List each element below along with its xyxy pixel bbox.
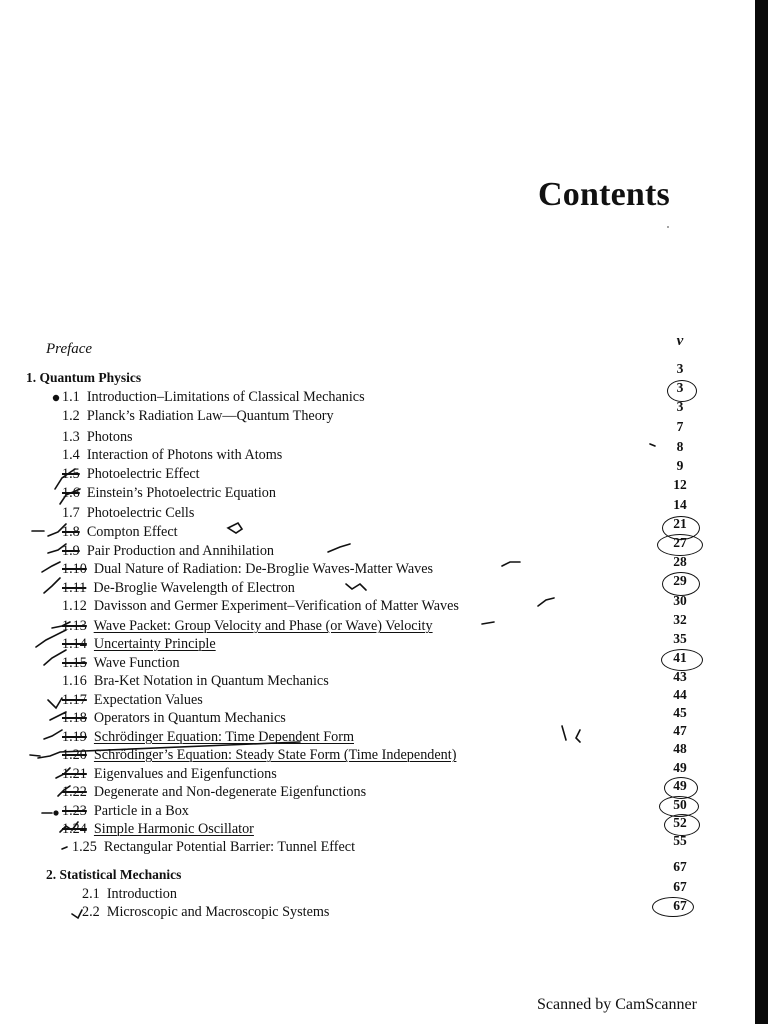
section-title: Planck’s Radiation Law—Quantum Theory bbox=[86, 408, 334, 424]
pen-checkmark bbox=[346, 584, 366, 590]
toc-entry bbox=[62, 446, 282, 464]
section-number: 1.11 bbox=[62, 580, 87, 596]
page-number: 50 bbox=[673, 797, 687, 812]
page-number: 8 bbox=[676, 439, 684, 454]
toc-entry bbox=[62, 407, 334, 425]
section-title: Uncertainty Principle bbox=[93, 636, 216, 652]
section-title: Dual Nature of Radiation: De-Broglie Waves-Matter Waves bbox=[93, 561, 434, 577]
section-number: 1.5 bbox=[62, 466, 80, 482]
page-number: 44 bbox=[673, 687, 687, 702]
scan-speck bbox=[667, 226, 669, 228]
toc-entry bbox=[62, 560, 433, 578]
section-number: 1.20 bbox=[62, 747, 87, 763]
section-number: 2.1 bbox=[82, 886, 100, 902]
toc-entry bbox=[62, 617, 433, 635]
page-number: 49 bbox=[673, 778, 687, 793]
toc-entry bbox=[62, 820, 254, 838]
page-number: 52 bbox=[673, 815, 687, 830]
page-number: 7 bbox=[676, 419, 684, 434]
toc-entry bbox=[62, 579, 295, 597]
section-title: Davisson and Germer Experiment–Verification of Matter Waves bbox=[93, 598, 459, 614]
section-number: 1.4 bbox=[62, 447, 80, 463]
toc-entry bbox=[62, 672, 329, 690]
section-number: 1.13 bbox=[62, 618, 87, 634]
toc-entry bbox=[62, 388, 365, 406]
pen-mark bbox=[562, 726, 566, 740]
section-number: 1.12 bbox=[62, 598, 87, 614]
page-number: 48 bbox=[673, 741, 687, 756]
toc-entry bbox=[62, 654, 180, 672]
section-number: 1.15 bbox=[62, 655, 87, 671]
section-title: Photoelectric Effect bbox=[86, 466, 200, 482]
pen-dash bbox=[30, 755, 40, 756]
section-number: 1.22 bbox=[62, 784, 87, 800]
toc-entry bbox=[82, 885, 177, 903]
section-title: Schrödinger’s Equation: Steady State Form (Time Independent) bbox=[93, 747, 457, 763]
section-number: 1.1 bbox=[62, 389, 80, 405]
handwritten-circle bbox=[652, 897, 694, 917]
toc-entry bbox=[62, 691, 203, 709]
section-number: 1.17 bbox=[62, 692, 87, 708]
pen-dash bbox=[62, 847, 67, 849]
handwritten-circle bbox=[667, 380, 697, 402]
pen-bullet bbox=[54, 396, 59, 401]
page-number: 28 bbox=[673, 554, 687, 569]
section-title: Photons bbox=[86, 429, 133, 445]
toc-entry bbox=[62, 523, 178, 541]
toc-entry bbox=[72, 838, 355, 856]
page-number: 67 bbox=[673, 879, 687, 894]
pen-mark bbox=[576, 730, 580, 742]
page-number: 9 bbox=[676, 458, 684, 473]
page-number: 47 bbox=[673, 723, 687, 738]
section-number: 1.18 bbox=[62, 710, 87, 726]
section-number: 1.10 bbox=[62, 561, 87, 577]
section-number: 2.2 bbox=[82, 904, 100, 920]
section-number: 1.21 bbox=[62, 766, 87, 782]
section-number: 1.3 bbox=[62, 429, 80, 445]
section-title: Introduction bbox=[106, 886, 177, 902]
toc-entry bbox=[82, 903, 329, 921]
toc-entry bbox=[62, 765, 277, 783]
section-number: 1.6 bbox=[62, 485, 80, 501]
section-title: Interaction of Photons with Atoms bbox=[86, 447, 283, 463]
page-number: 30 bbox=[673, 593, 687, 608]
toc-entry bbox=[62, 465, 200, 483]
section-number: 1.16 bbox=[62, 673, 87, 689]
page-title: Contents bbox=[538, 176, 670, 213]
toc-entry bbox=[62, 504, 194, 522]
section-number: 1.8 bbox=[62, 524, 80, 540]
section-number: 1.14 bbox=[62, 636, 87, 652]
chapter-1-title: 1. Quantum Physics bbox=[26, 370, 142, 385]
page-number: 29 bbox=[673, 573, 687, 588]
pen-checkmark bbox=[48, 698, 62, 708]
page-number: 3 bbox=[676, 399, 684, 414]
toc-entry bbox=[62, 709, 286, 727]
section-title: Degenerate and Non-degenerate Eigenfunctions bbox=[93, 784, 367, 800]
section-title: Compton Effect bbox=[86, 524, 178, 540]
chapter-2-page: 67 bbox=[673, 859, 687, 874]
section-number: 1.7 bbox=[62, 505, 80, 521]
page-number: 41 bbox=[673, 650, 687, 665]
page-number: 67 bbox=[673, 898, 687, 913]
page-number: 55 bbox=[673, 833, 687, 848]
section-title: De-Broglie Wavelength of Electron bbox=[93, 580, 295, 596]
page-number: 12 bbox=[673, 477, 687, 492]
toc-entry bbox=[62, 484, 276, 502]
chapter-1-page: 3 bbox=[676, 361, 684, 376]
section-number: 1.25 bbox=[72, 839, 97, 855]
pen-checkmark bbox=[44, 730, 62, 739]
page-number: 43 bbox=[673, 669, 687, 684]
pen-checkmark bbox=[328, 544, 350, 552]
handwritten-circle bbox=[664, 814, 700, 836]
page-number: 21 bbox=[673, 516, 687, 531]
page-number: 35 bbox=[673, 631, 687, 646]
page-number: 27 bbox=[673, 535, 687, 550]
section-title: Microscopic and Macroscopic Systems bbox=[106, 904, 330, 920]
section-title: Simple Harmonic Oscillator bbox=[93, 821, 254, 837]
section-title: Bra-Ket Notation in Quantum Mechanics bbox=[93, 673, 329, 689]
section-title: Einstein’s Photoelectric Equation bbox=[86, 485, 276, 501]
section-title: Operators in Quantum Mechanics bbox=[93, 710, 286, 726]
toc-entry bbox=[62, 428, 133, 446]
section-title: Wave Function bbox=[93, 655, 180, 671]
preface-page: v bbox=[676, 333, 684, 349]
chapter-2-title: 2. Statistical Mechanics bbox=[46, 867, 182, 882]
section-title: Photoelectric Cells bbox=[86, 505, 195, 521]
section-title: Schrödinger Equation: Time Dependent Form bbox=[93, 729, 354, 745]
page-number: 49 bbox=[673, 760, 687, 775]
toc-entry bbox=[62, 597, 459, 615]
scan-edge-bar bbox=[755, 0, 768, 1024]
toc-entry bbox=[62, 802, 189, 820]
section-number: 1.9 bbox=[62, 543, 80, 559]
page-number: 32 bbox=[673, 612, 687, 627]
page-number: 45 bbox=[673, 705, 687, 720]
scanner-watermark: Scanned by CamScanner bbox=[537, 996, 697, 1013]
section-title: Particle in a Box bbox=[93, 803, 189, 819]
toc-entry bbox=[62, 635, 216, 653]
section-title: Rectangular Potential Barrier: Tunnel Effect bbox=[103, 839, 356, 855]
page-number: 3 bbox=[676, 380, 684, 395]
section-number: 1.2 bbox=[62, 408, 80, 424]
toc-entry bbox=[62, 728, 354, 746]
pen-checkmark bbox=[538, 598, 554, 606]
pen-checkmark bbox=[42, 562, 60, 572]
page-number: 14 bbox=[673, 497, 687, 512]
pen-checkmark bbox=[72, 910, 82, 918]
toc-entry bbox=[62, 542, 274, 560]
section-title: Pair Production and Annihilation bbox=[86, 543, 275, 559]
pen-checkmark bbox=[502, 562, 520, 566]
handwritten-circle bbox=[662, 572, 700, 596]
section-title: Introduction–Limitations of Classical Mechanics bbox=[86, 389, 365, 405]
section-number: 1.23 bbox=[62, 803, 87, 819]
handwritten-circle bbox=[661, 649, 703, 671]
pen-checkmark bbox=[44, 578, 60, 593]
pen-mark bbox=[228, 523, 242, 533]
section-number: 1.19 bbox=[62, 729, 87, 745]
pen-dash bbox=[482, 622, 494, 624]
section-number: 1.24 bbox=[62, 821, 87, 837]
preface-label: Preface bbox=[46, 341, 93, 357]
section-title: Eigenvalues and Eigenfunctions bbox=[93, 766, 277, 782]
section-title: Wave Packet: Group Velocity and Phase (or Wave) Velocity bbox=[93, 618, 433, 634]
toc-entry bbox=[62, 783, 366, 801]
toc-entry bbox=[62, 746, 456, 764]
pen-bullet bbox=[54, 811, 58, 815]
pen-mark bbox=[650, 444, 655, 446]
handwritten-circle bbox=[657, 534, 703, 556]
section-title: Expectation Values bbox=[93, 692, 203, 708]
